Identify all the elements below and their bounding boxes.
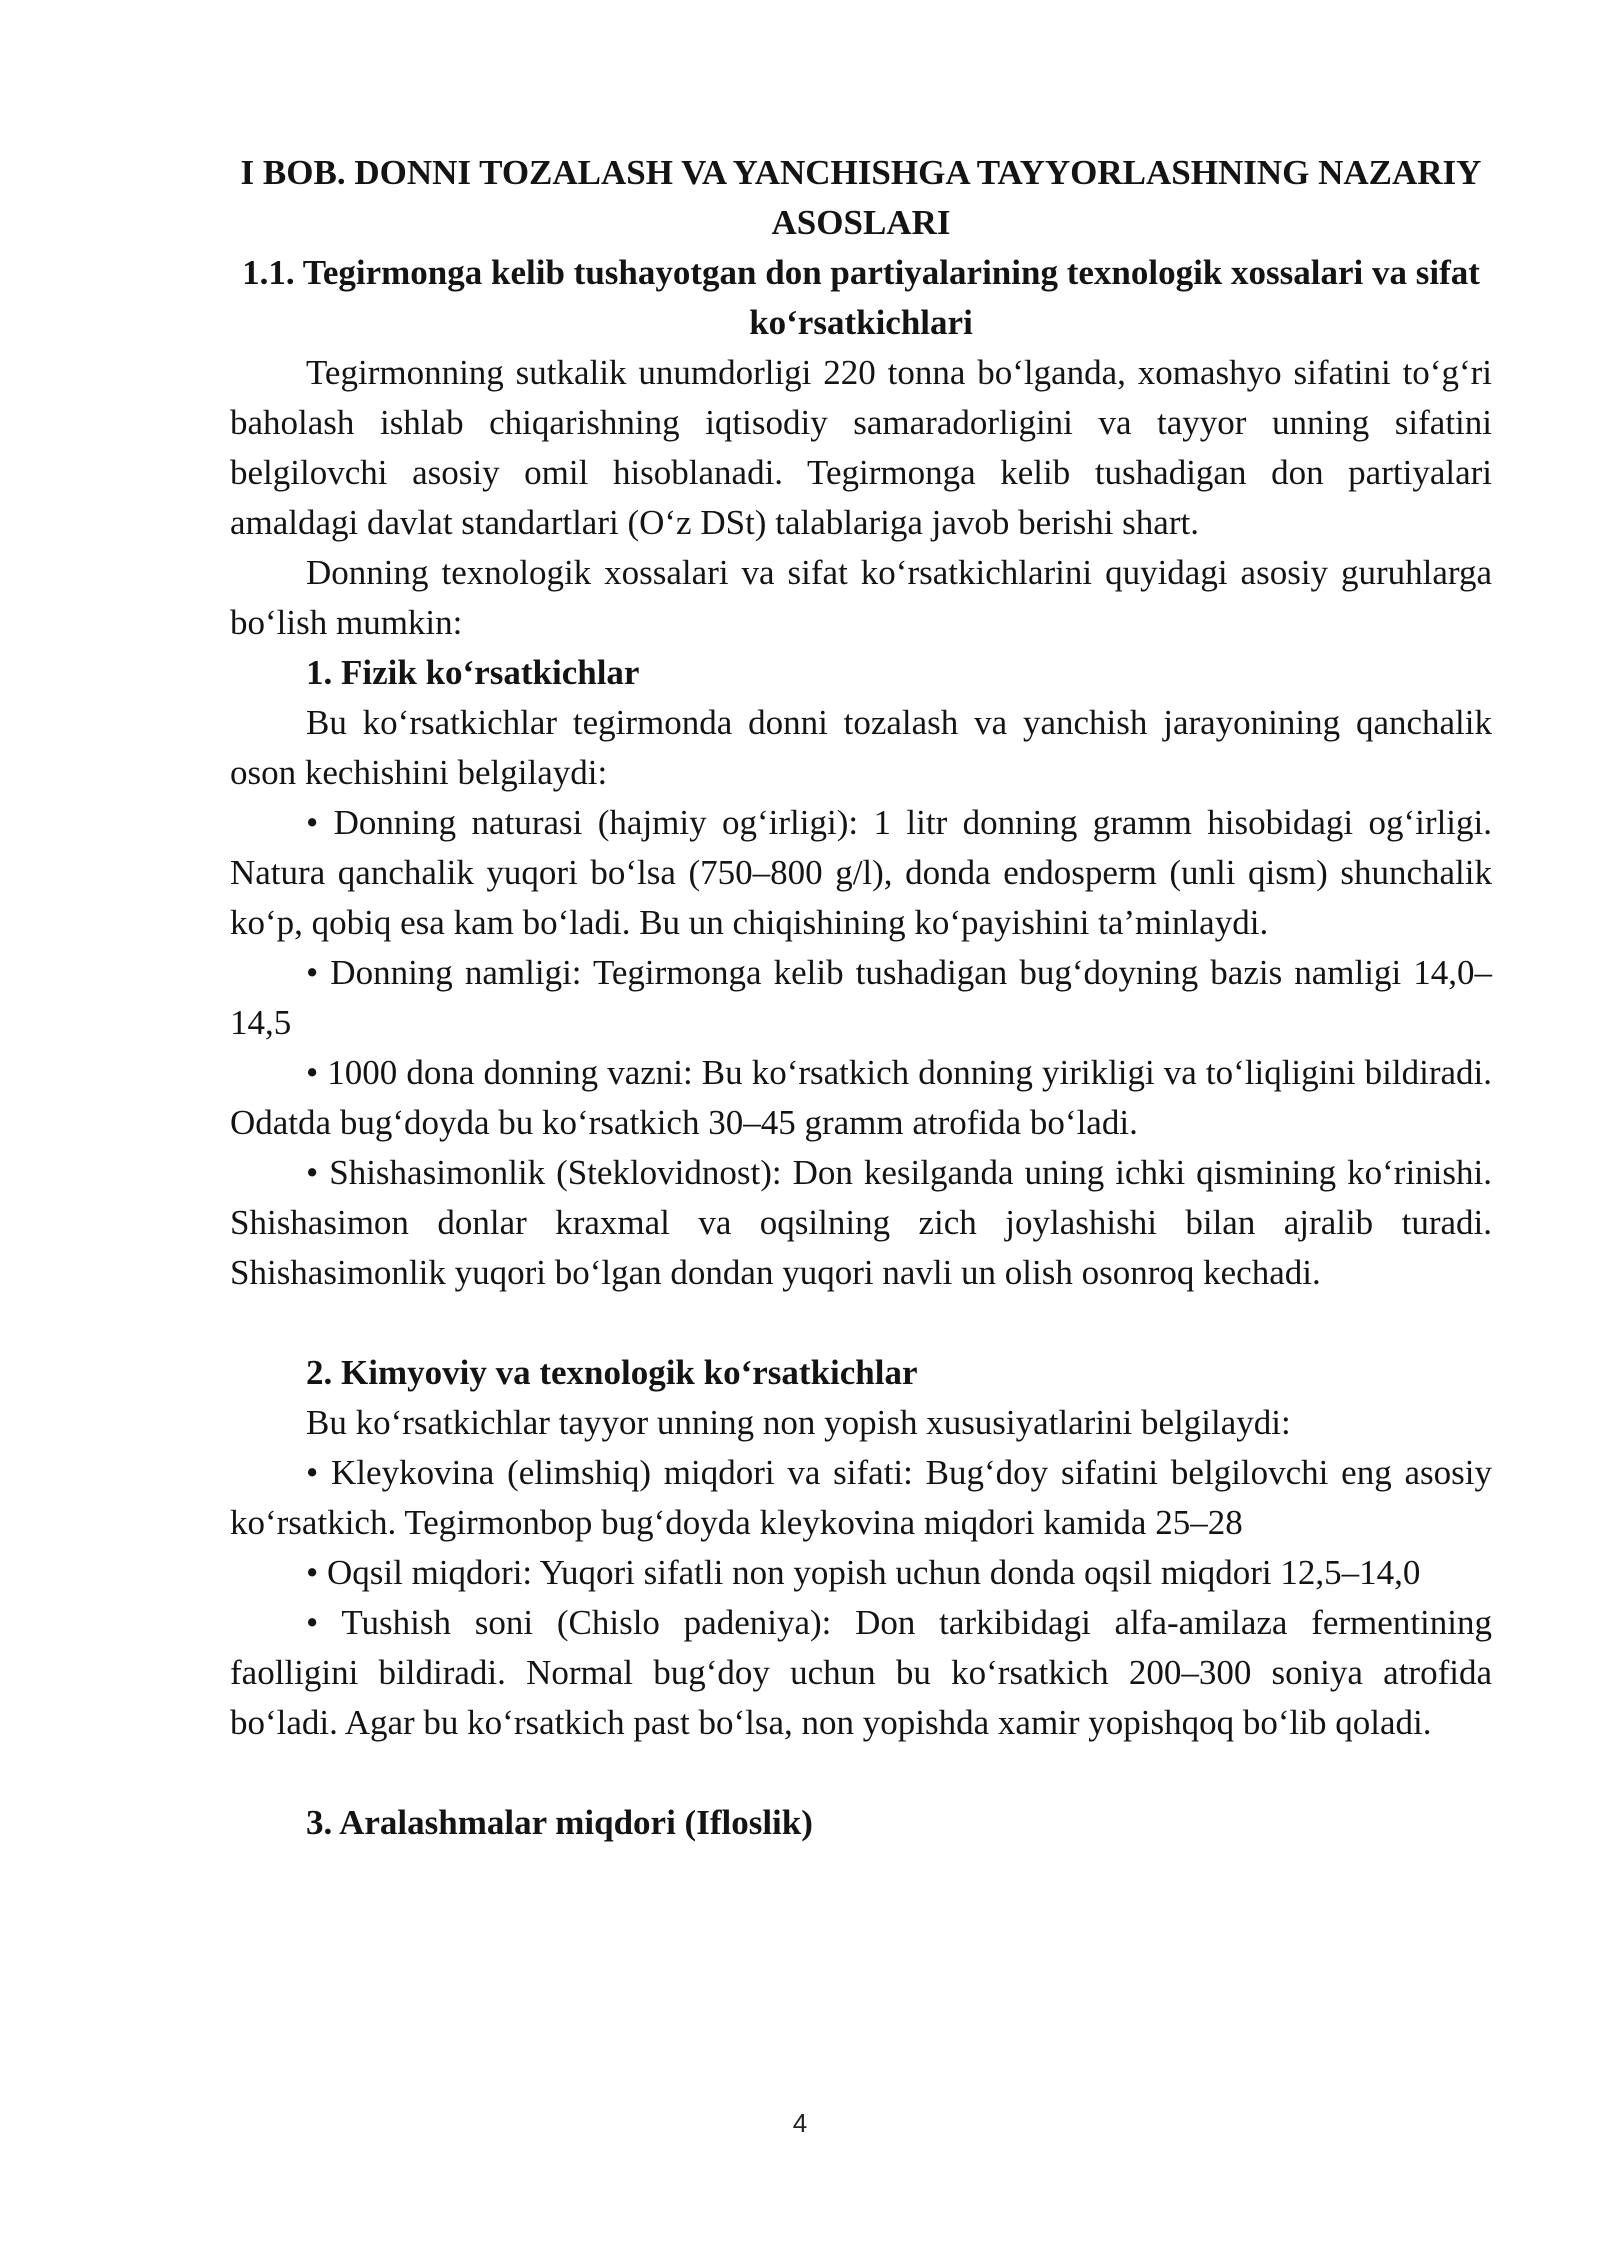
bullet-item: • Donning namligi: Tegirmonga kelib tushadigan bug‘doyning bazis namligi 14,0–14,5 [230, 953, 1492, 1042]
bullet-item: • 1000 dona donning vazni: Bu ko‘rsatkich donning yirikligi va to‘liqligini bildiradi. Odatda bug‘doyda bu ko‘rsatkich 30–45 gramm atrofida bo‘ladi. [230, 1053, 1492, 1142]
bullet-item: • Donning naturasi (hajmiy og‘irligi): 1 litr donning gramm hisobidagi og‘irligi. Natura qanchalik yuqori bo‘lsa (750–800 g/l), donda endosperm (unli qism) shunchalik ko‘p, qobiq esa kam bo‘ladi. Bu un chiqishining ko‘payishini ta’minlaydi. [230, 803, 1492, 942]
intro-paragraph: Tegirmonning sutkalik unumdorligi 220 tonna bo‘lganda, xomashyo sifatini to‘g‘ri baholash ishlab chiqarishning iqtisodiy samaradorligini va tayyor unning sifatini belgilovchi asosiy omil hisoblanadi. Tegirmonga kelib tushadigan don partiyalari amaldagi davlat standartlari (O‘z DSt) talablariga javob berishi shart. [230, 353, 1492, 542]
bullet-item: • Oqsil miqdori: Yuqori sifatli non yopish uchun donda oqsil miqdori 12,5–14,0 [306, 1553, 1421, 1592]
bullet-item: • Tushish soni (Chislo padeniya): Don tarkibidagi alfa-amilaza fermentining faolligini bildiradi. Normal bug‘doy uchun bu ko‘rsatkich 200–300 soniya atrofida bo‘ladi. Agar bu ko‘rsatkich past bo‘lsa, non yopishda xamir yopishqoq bo‘lib qoladi. [230, 1603, 1492, 1742]
chapter-title: I BOB. DONNI TOZALASH VA YANCHISHGA TAYYORLASHNING NAZARIY ASOSLARI [240, 153, 1482, 242]
bullet-item: • Kleykovina (elimshiq) miqdori va sifati: Bug‘doy sifatini belgilovchi eng asosiy ko‘rsatkich. Tegirmonbop bug‘doyda kleykovina miqdori kamida 25–28 [230, 1453, 1492, 1542]
group-heading-impurities: 3. Aralashmalar miqdori (Ifloslik) [306, 1803, 813, 1842]
bullet-item: • Shishasimonlik (Steklovidnost): Don kesilganda uning ichki qismining ko‘rinishi. Shishasimon donlar kraxmal va oqsilning zich joylashishi bilan ajralib turadi. Shishasimonlik yuqori bo‘lgan dondan yuqori navli un olish osonroq kechadi. [230, 1153, 1492, 1292]
group-lead-physical: Bu ko‘rsatkichlar tegirmonda donni tozalash va yanchish jarayonining qanchalik oson kechishini belgilaydi: [230, 703, 1492, 792]
group-heading-physical: 1. Fizik ko‘rsatkichlar [306, 653, 640, 692]
page-number: 4 [792, 2108, 808, 2138]
intro-paragraph: Donning texnologik xossalari va sifat ko‘rsatkichlarini quyidagi asosiy guruhlarga bo‘lish mumkin: [230, 553, 1492, 642]
group-heading-chemical: 2. Kimyoviy va texnologik ko‘rsatkichlar [306, 1353, 918, 1392]
page-content [230, 148, 1492, 1848]
spacer [230, 1748, 1492, 1798]
section-title: 1.1. Tegirmonga kelib tushayotgan don partiyalarining texnologik xossalari va sifat ko‘rsatkichlari [242, 253, 1480, 342]
group-lead-chemical: Bu ko‘rsatkichlar tayyor unning non yopish xususiyatlarini belgilaydi: [306, 1403, 1291, 1442]
spacer [230, 1298, 1492, 1348]
